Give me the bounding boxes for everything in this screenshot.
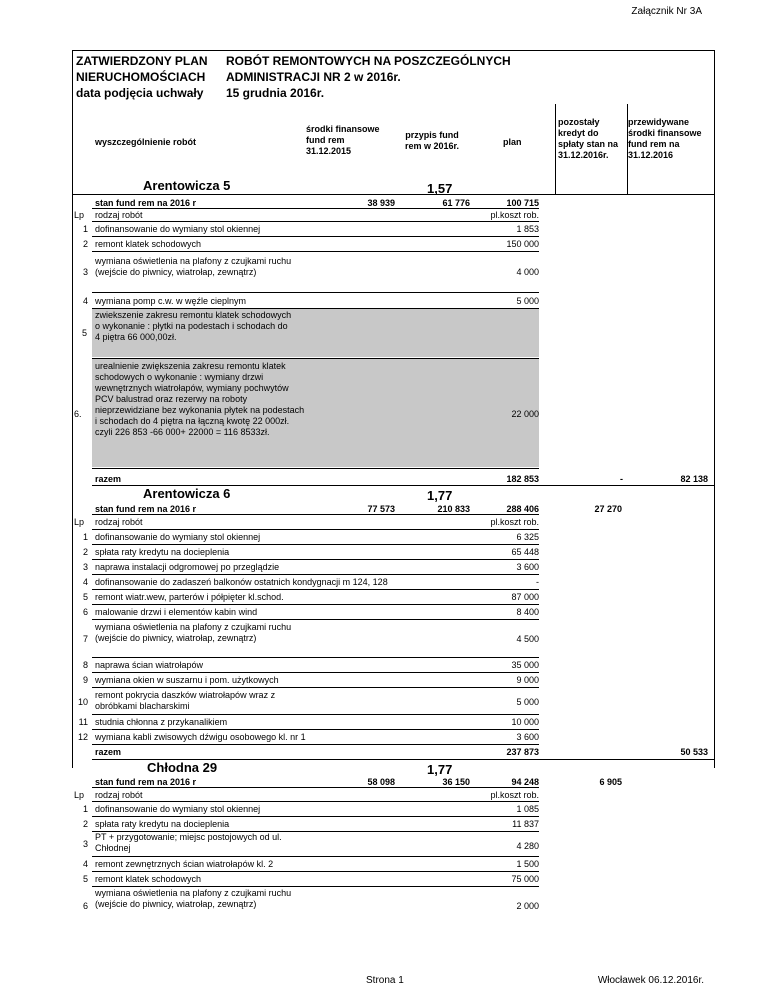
row-value: 22 000: [511, 409, 539, 419]
section-1-rate: 1,57: [427, 181, 453, 196]
row-number: 7: [82, 634, 88, 644]
footer-page-number: Strona 1: [366, 975, 404, 986]
section-2-lp: Lp: [74, 517, 85, 527]
section-1-total: 182 853: [506, 474, 539, 484]
row-value: 5 000: [516, 296, 539, 306]
section-1-funds: 38 939: [367, 198, 395, 208]
section-2-rate: 1,77: [427, 488, 453, 503]
section-1-name: Arentowicza 5: [143, 178, 231, 193]
row-description: dofinansowanie do zadaszeń balkonów ostatnich kondygnacji m 124, 128: [95, 577, 388, 587]
row-value: 150 000: [506, 239, 539, 249]
header-expected: przewidywane środki finansowe fund rem na 31.12.2016: [628, 117, 702, 160]
row-value: 3 600: [516, 562, 539, 572]
row-number: 4: [82, 296, 88, 306]
row-description: naprawa ścian wiatrołapów: [95, 660, 204, 670]
row-number: 3: [82, 562, 88, 572]
row-value: 5 000: [516, 697, 539, 707]
row-description: dofinansowanie do wymiany stol okiennej: [95, 224, 261, 234]
row-number: 4: [82, 577, 88, 587]
row-number: 5: [82, 874, 88, 884]
row-value: 9 000: [516, 675, 539, 685]
row-description: remont klatek schodowych: [95, 874, 202, 884]
section-2-total-expected: 50 533: [680, 747, 708, 757]
header-funds: środki finansowe fund rem 31.12.2015: [306, 124, 380, 156]
row-description: zwiekszenie zakresu remontu klatek schodowych o wykonanie : płytki na podestach i schodach do 4 piętra 66 000,00zł.: [95, 310, 292, 342]
row-number: 3: [82, 839, 88, 849]
row-number: 4: [82, 859, 88, 869]
row-description: wymiana kabli zwisowych dźwigu osobowego kl. nr 1: [95, 732, 306, 742]
section-2-name: Arentowicza 6: [143, 486, 231, 501]
footer-date: Włocławek 06.12.2016r.: [597, 975, 704, 986]
row-value: -: [536, 577, 539, 587]
row-number: 11: [78, 717, 88, 727]
row-description: remont klatek schodowych: [95, 239, 202, 249]
title-line-2a: NIERUCHOMOŚCIACH: [76, 70, 206, 84]
row-number: 6.: [74, 409, 82, 419]
row-description: wymiana oświetlenia na plafony z czujkami ruchu (wejście do piwnicy, wiatrołap, zewnątrz): [95, 888, 292, 909]
section-3-charge: 36 150: [442, 777, 470, 787]
row-description: malowanie drzwi i elementów kabin wind: [95, 607, 258, 617]
row-value: 87 000: [511, 592, 539, 602]
section-2-funds: 77 573: [367, 504, 395, 514]
section-1-total-expected: 82 138: [680, 474, 708, 484]
section-1-charge: 61 776: [442, 198, 470, 208]
section-2-total-label: razem: [95, 747, 122, 757]
title-line-1b: ROBÓT REMONTOWYCH NA POSZCZEGÓLNYCH: [226, 54, 511, 68]
section-2-rodzaj: rodzaj robót: [95, 517, 143, 527]
row-value: 1 085: [516, 804, 539, 814]
section-1-plan: 100 715: [506, 198, 539, 208]
row-description: urealnienie zwiększenia zakresu remontu klatek schodowych o wykonanie : wymiany drzwi wewnętrznych wiatrołapów, wymiany pochwytów PCV balustrad oraz rezerwy na roboty nieprzewidziane bez wykonania płytek na podestach i schodach do 4 piętra na łączną kwotę 22 000zł. czyli 226 853 -66 000+ 22000 = 116 8533zł.: [95, 361, 305, 437]
row-value: 10 000: [511, 717, 539, 727]
row-value: 11 837: [512, 819, 539, 829]
header-remaining: pozostały kredyt do spłaty stan na 31.12.2016r.: [558, 117, 619, 160]
section-3-lp: Lp: [74, 790, 85, 800]
section-3-funds: 58 098: [367, 777, 395, 787]
row-number: 1: [82, 804, 88, 814]
row-value: 65 448: [511, 547, 539, 557]
row-number: 10: [77, 697, 88, 707]
header-plan: plan: [503, 137, 522, 147]
section-1-total-remaining: -: [620, 474, 623, 484]
row-value: 3 600: [516, 732, 539, 742]
row-number: 8: [82, 660, 88, 670]
row-value: 4 500: [516, 634, 539, 644]
title-line-3a: data podjęcia uchwały: [76, 86, 204, 100]
row-value: 35 000: [511, 660, 539, 670]
section-3-name: Chłodna 29: [147, 760, 218, 775]
section-2-remaining: 27 270: [594, 504, 622, 514]
row-description: spłata raty kredytu na docieplenia: [95, 819, 230, 829]
row-number: 5: [82, 328, 88, 338]
row-number: 1: [82, 532, 88, 542]
row-value: 6 325: [516, 532, 539, 542]
row-value: 4 000: [516, 267, 539, 277]
row-value: 1 500: [516, 859, 539, 869]
row-number: 1: [82, 224, 88, 234]
header-description: wyszczególnienie robót: [95, 137, 197, 147]
row-value: 75 000: [511, 874, 539, 884]
section-3-remaining: 6 905: [599, 777, 622, 787]
row-description: remont zewnętrznych ścian wiatrołapów kl. 2: [95, 859, 274, 869]
row-number: 12: [77, 732, 88, 742]
row-number: 9: [82, 675, 88, 685]
section-3-rodzaj: rodzaj robót: [95, 790, 143, 800]
section-2-koszt: pl.koszt rob.: [490, 517, 539, 527]
row-description: dofinansowanie do wymiany stol okiennej: [95, 804, 261, 814]
section-1-stan-label: stan fund rem na 2016 r: [95, 198, 197, 208]
row-number: 2: [82, 819, 88, 829]
title-line-1a: ZATWIERDZONY PLAN: [76, 54, 208, 68]
row-value: 1 853: [516, 224, 539, 234]
title-line-2b: ADMINISTRACJI NR 2 w 2016r.: [226, 70, 401, 84]
row-number: 6: [82, 901, 88, 911]
row-description: spłata raty kredytu na docieplenia: [95, 547, 230, 557]
section-1-rodzaj: rodzaj robót: [95, 210, 143, 220]
row-value: 2 000: [516, 901, 539, 911]
row-number: 5: [82, 592, 88, 602]
section-1-lp: Lp: [74, 210, 85, 220]
row-description: wymiana oświetlenia na plafony z czujkami ruchu (wejście do piwnicy, wiatrołap, zewnątrz): [95, 622, 292, 643]
row-description: wymiana oświetlenia na plafony z czujkami ruchu (wejście do piwnicy, wiatrołap, zewnątrz): [95, 256, 292, 277]
attachment-label: Załącznik Nr 3A: [631, 6, 702, 17]
section-2-charge: 210 833: [437, 504, 470, 514]
row-value: 4 280: [516, 841, 539, 851]
section-3-koszt: pl.koszt rob.: [490, 790, 539, 800]
section-1-koszt: pl.koszt rob.: [490, 210, 539, 220]
row-number: 2: [82, 239, 88, 249]
row-number: 2: [82, 547, 88, 557]
row-value: 8 400: [516, 607, 539, 617]
row-description: wymiana okien w suszarnu i pom. użytkowych: [95, 675, 279, 685]
header-charge: przypis fund rem w 2016r.: [404, 130, 460, 151]
section-2-stan-label: stan fund rem na 2016 r: [95, 504, 197, 514]
section-3-plan: 94 248: [511, 777, 539, 787]
section-3-rate: 1,77: [427, 762, 453, 777]
section-2-total: 237 873: [506, 747, 539, 757]
title-line-3b: 15 grudnia 2016r.: [226, 86, 325, 100]
row-description: wymiana pomp c.w. w węźle cieplnym: [95, 296, 247, 306]
row-description: PT + przygotowanie; miejsc postojowych od ul. Chłodnej: [95, 832, 282, 853]
row-description: remont pokrycia daszków wiatrołapów wraz z obróbkami blacharskimi: [95, 690, 276, 711]
row-description: remont wiatr.wew, parterów i półpięter kl.schod.: [95, 592, 284, 602]
row-description: naprawa instalacji odgromowej po przeglądzie: [95, 562, 280, 572]
row-description: dofinansowanie do wymiany stol okiennej: [95, 532, 261, 542]
section-1-total-label: razem: [95, 474, 122, 484]
row-number: 3: [82, 267, 88, 277]
row-number: 6: [82, 607, 88, 617]
section-2-plan: 288 406: [506, 504, 539, 514]
section-3-stan-label: stan fund rem na 2016 r: [95, 777, 197, 787]
row-description: studnia chłonna z przykanalikiem: [95, 717, 228, 727]
